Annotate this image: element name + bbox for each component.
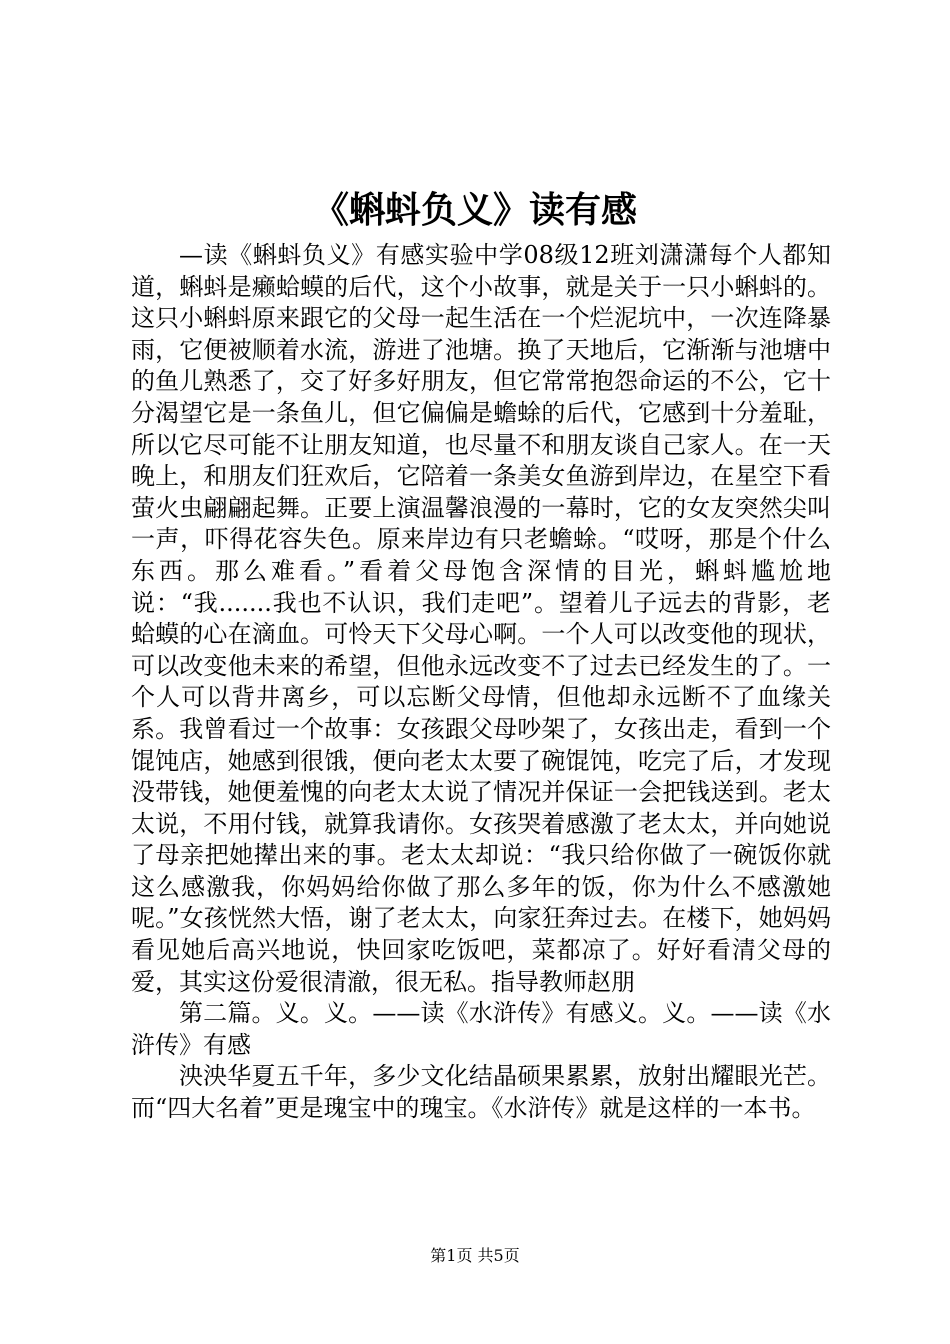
page-footer: 第1页 共5页 — [430, 1246, 520, 1265]
document-body — [131, 240, 831, 1125]
document-title: 《蝌蚪负义》读有感 — [312, 189, 637, 231]
paragraph-2: 第二篇。义。义。——读《水浒传》有感义。义。——读《水浒传》有感 — [131, 999, 831, 1059]
paragraph-3: 泱泱华夏五千年，多少文化结晶硕果累累，放射出耀眼光芒。而“四大名着”更是瑰宝中的瑰宝。《水浒传》就是这样的一本书。 — [131, 1062, 831, 1123]
paragraph-1: —读《蝌蚪负义》有感实验中学08级12班刘潇潇每个人都知道，蝌蚪是癞蛤蟆的后代，这个小故事，就是关于一只小蝌蚪的。这只小蝌蚪原来跟它的父母一起生活在一个烂泥坑中，一次连降暴雨，它便被顺着水流，游进了池塘。换了天地后，它渐渐与池塘中的鱼儿熟悉了，交了好多好朋友，但它常常抱怨命运的不公，它十分渴望它是一条鱼儿，但它偏偏是蟾蜍的后代，它感到十分羞耻，所以它尽可能不让朋友知道，也尽量不和朋友谈自己家人。在一天晚上，和朋友们狂欢后，它陪着一条美女鱼游到岸边，在星空下看萤火虫翩翩起舞。正要上演温馨浪漫的一幕时，它的女友突然尖叫一声，吓得花容失色。原来岸边有只老蟾蜍。“哎呀，那是个什么东西。那么难看。”看着父母饱含深情的目光，蝌蚪尴尬地说：“我.......我也不认识，我们走吧”。望着儿子远去的背影，老蛤蟆的心在滴血。可怜天下父母心啊。一个人可以改变他的现状，可以改变他未来的希望，但他永远改变不了过去已经发生的了。一个人可以背井离乡，可以忘断父母情，但他却永远断不了血缘关系。我曾看过一个故事：女孩跟父母吵架了，女孩出走，看到一个馄饨店，她感到很饿，便向老太太要了碗馄饨，吃完了后，才发现没带钱，她便羞愧的向老太太说了情况并保证一会把钱送到。老太太说，不用付钱，就算我请你。女孩哭着感激了老太太，并向她说了母亲把她撵出来的事。老太太却说：“我只给你做了一碗饭你就这么感激我，你妈妈给你做了那么多年的饭，你为什么不感激她呢。”女孩恍然大悟，谢了老太太，向家狂奔过去。在楼下，她妈妈看见她后高兴地说，快回家吃饭吧，菜都凉了。好好看清父母的爱，其实这份爱很清澈，很无私。指导教师赵朋 — [131, 241, 831, 996]
